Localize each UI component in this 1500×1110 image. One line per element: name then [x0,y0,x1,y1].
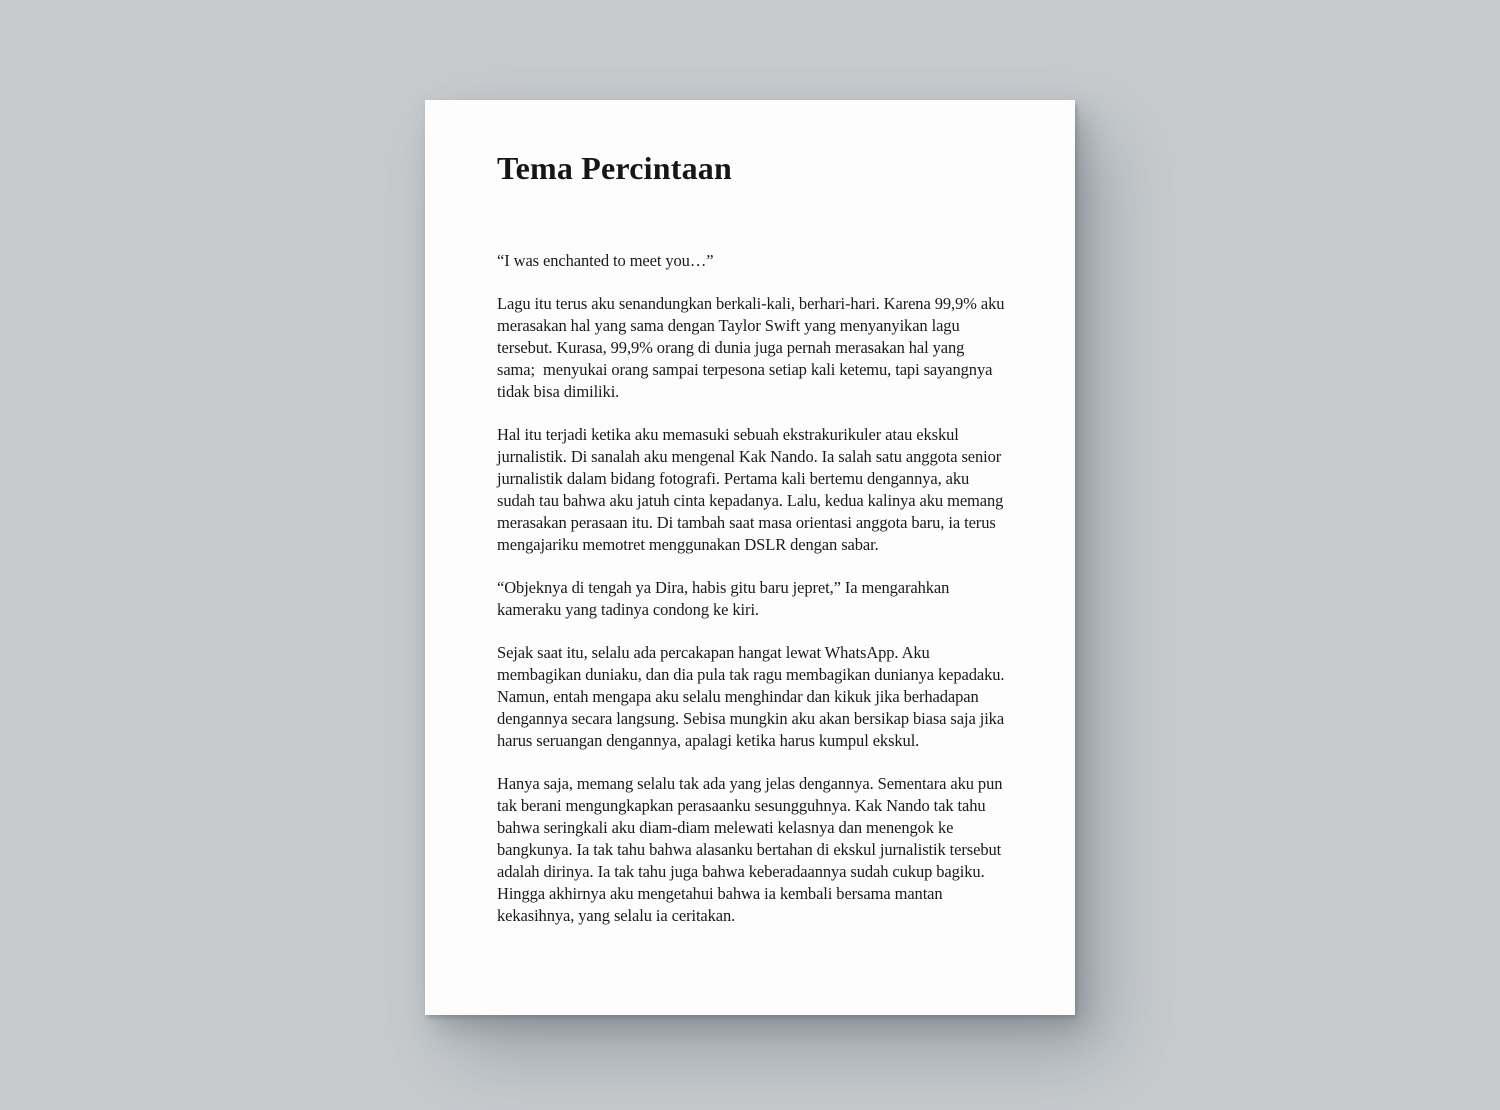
body-paragraph-1: Lagu itu terus aku senandungkan berkali-kali, berhari-hari. Karena 99,9% aku merasakan hal yang sama dengan Taylor Swift yang menyanyikan lagu tersebut. Kurasa, 99,9% orang di dunia juga pernah merasakan hal yang sama; menyukai orang sampai terpesona setiap kali ketemu, tapi sayangnya tidak bisa dimiliki. [497,294,1009,401]
body-paragraph-2: Hal itu terjadi ketika aku memasuki sebuah ekstrakurikuler atau ekskul jurnalistik. Di sanalah aku mengenal Kak Nando. Ia salah satu anggota senior jurnalistik dalam bidang fotografi. Pertama kali bertemu dengannya, aku sudah tau bahwa aku jatuh cinta kepadanya. Lalu, kedua kalinya aku memang merasakan perasaan itu. Di tambah saat masa orientasi anggota baru, ia terus mengajariku memotret menggunakan DSLR dengan sabar. [497,425,1008,554]
opening-quote: “I was enchanted to meet you…” [497,251,714,270]
body-paragraph-4: Sejak saat itu, selalu ada percakapan hangat lewat WhatsApp. Aku membagikan duniaku, dan dia pula tak ragu membagikan dunianya kepadaku. Namun, entah mengapa aku selalu menghindar dan kikuk jika berhadapan dengannya secara langsung. Sebisa mungkin aku akan bersikap biasa saja jika harus seruangan dengannya, apalagi ketika harus kumpul ekskul. [497,643,1009,750]
dialogue-paragraph: “Objeknya di tengah ya Dira, habis gitu baru jepret,” Ia mengarahkan kameraku yang tadinya condong ke kiri. [497,578,954,619]
document-title: Tema Percintaan [497,150,732,186]
body-paragraph-5: Hanya saja, memang selalu tak ada yang jelas dengannya. Sementara aku pun tak berani mengungkapkan perasaanku sesungguhnya. Kak Nando tak tahu bahwa seringkali aku diam-diam melewati kelasnya dan menengok ke bangkunya. Ia tak tahu bahwa alasanku bertahan di ekskul jurnalistik tersebut adalah dirinya. Ia tak tahu juga bahwa keberadaannya sudah cukup bagiku. Hingga akhirnya aku mengetahui bahwa ia kembali bersama mantan kekasihnya, yang selalu ia ceritakan. [497,774,1007,925]
document-page [425,100,1075,1015]
